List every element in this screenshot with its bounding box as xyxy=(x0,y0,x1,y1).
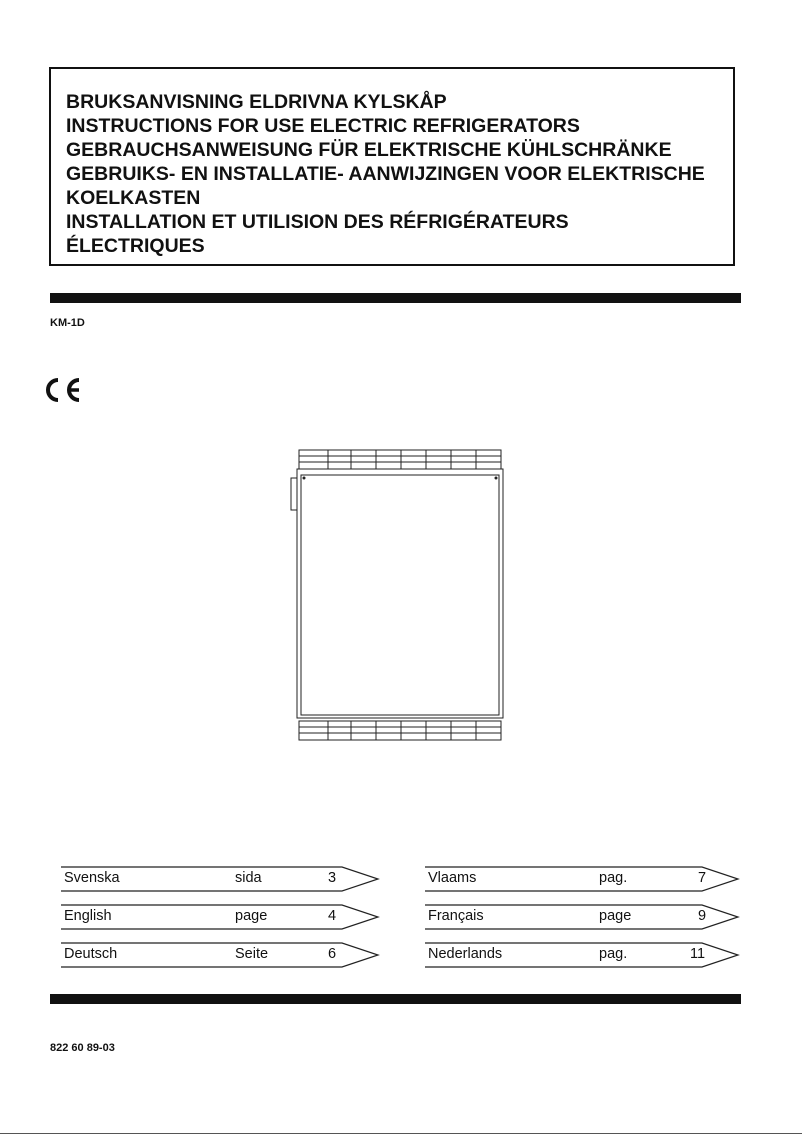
page-number: 11 xyxy=(690,946,706,962)
lang-name: Svenska xyxy=(64,870,120,886)
document-number: 822 60 89-03 xyxy=(50,1042,115,1054)
page-word: sida xyxy=(235,870,262,886)
page-word: page xyxy=(235,908,268,924)
title-box xyxy=(49,67,735,266)
lang-tab-english[interactable] xyxy=(60,904,380,930)
title-line-french-cont: ÉLECTRIQUES xyxy=(66,235,205,257)
title-line-dutch-cont: KOELKASTEN xyxy=(66,187,201,209)
title-line-swedish: BRUKSANVISNING ELDRIVNA KYLSKÅP xyxy=(66,91,447,113)
lang-name: Vlaams xyxy=(428,870,477,886)
page-word: pag. xyxy=(599,946,628,962)
page-number: 3 xyxy=(328,870,337,886)
model-number: KM-1D xyxy=(50,317,85,329)
page-word: Seite xyxy=(235,946,269,962)
page-number: 6 xyxy=(328,946,337,962)
page-number: 7 xyxy=(698,870,707,886)
title-line-german: GEBRAUCHSANWEISUNG FÜR ELEKTRISCHE KÜHLSCHRÄNKE xyxy=(66,139,672,161)
lang-tab-vlaams[interactable] xyxy=(424,866,744,892)
lang-tab-deutsch[interactable] xyxy=(60,942,380,968)
lang-name: Nederlands xyxy=(428,946,503,962)
title-line-english: INSTRUCTIONS FOR USE ELECTRIC REFRIGERATORS xyxy=(66,115,580,137)
top-rule xyxy=(50,293,741,303)
lang-tab-francais[interactable] xyxy=(424,904,744,930)
page-number: 4 xyxy=(328,908,337,924)
page-word: pag. xyxy=(599,870,628,886)
lang-tab-svenska[interactable] xyxy=(60,866,380,892)
lang-tab-nederlands[interactable] xyxy=(424,942,744,968)
title-line-french: INSTALLATION ET UTILISION DES RÉFRIGÉRATEURS xyxy=(66,211,569,233)
page-number: 9 xyxy=(698,908,707,924)
lang-name: Français xyxy=(428,908,484,924)
page-edge-line xyxy=(0,1133,802,1134)
bottom-rule xyxy=(50,994,741,1004)
title-line-dutch: GEBRUIKS- EN INSTALLATIE- AANWIJZINGEN VOOR ELEKTRISCHE xyxy=(66,163,705,185)
lang-name: Deutsch xyxy=(64,946,118,962)
refrigerator-illustration xyxy=(288,448,513,749)
lang-name: English xyxy=(64,908,112,924)
ce-mark-logo xyxy=(46,377,90,408)
page-word: page xyxy=(599,908,632,924)
